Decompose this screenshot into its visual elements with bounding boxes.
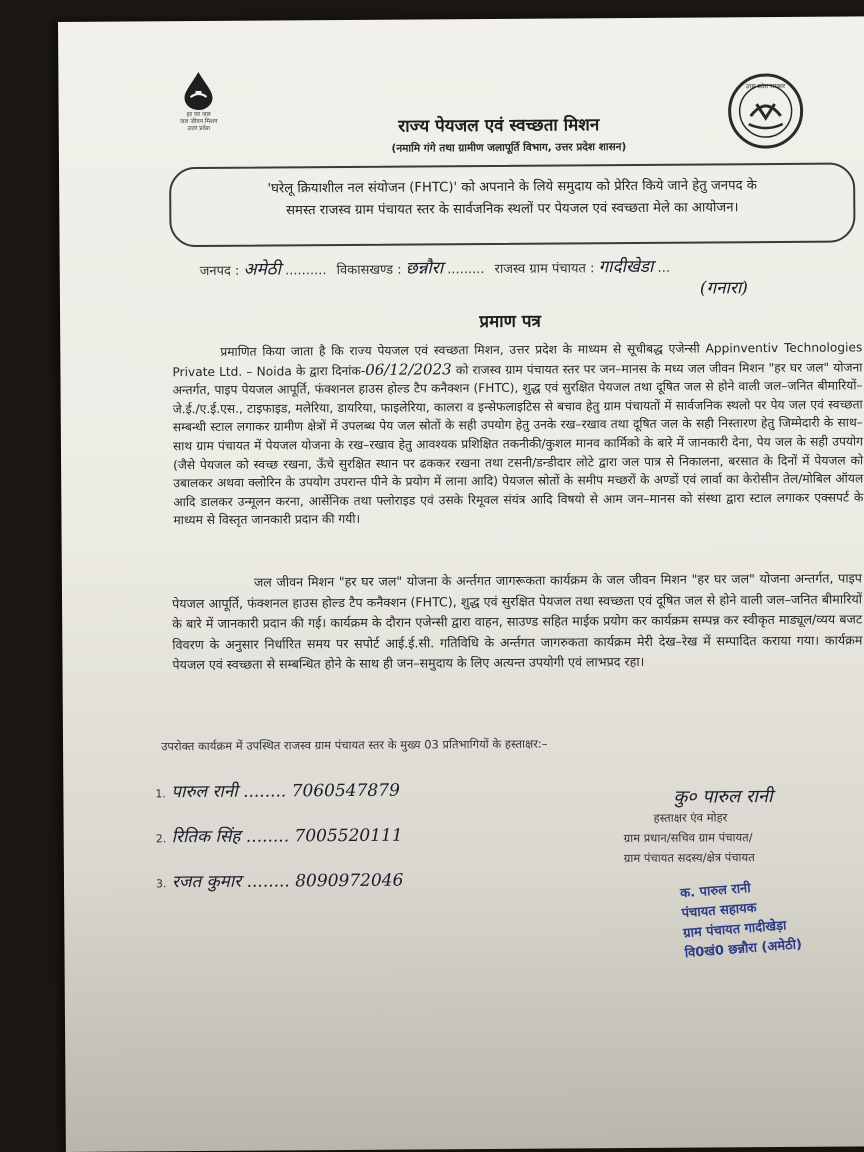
signatory-line-1: हस्ताक्षर एंव मोहर	[653, 810, 728, 825]
location-fields: जनपद : अमेठी .......... विकासखण्ड : छन्नौरा ......... राजस्व ग्राम पंचायत : गादीखेडा ...	[200, 252, 864, 280]
logo-text-2: जल जीवन मिशन	[179, 117, 218, 126]
up-government-emblem	[726, 72, 805, 155]
certificate-paper	[58, 16, 864, 1152]
signatory-line-3: ग्राम पंचायत सदस्य/क्षेत्र पंचायत	[623, 850, 755, 866]
banner-line-2: समस्त राजस्व ग्राम पंचायत स्तर के सार्वजनिक स्थलों पर पेयजल एवं स्वच्छता मेले का आयोजन।	[286, 200, 739, 219]
block-value: छन्नौरा	[405, 258, 444, 279]
participant-name: पारुल रानी	[171, 781, 238, 803]
logo-text-1: हर घर जल	[186, 110, 211, 119]
panchayat-value: गादीखेडा	[598, 256, 654, 278]
stamp-line-3: ग्राम पंचायत गादीखेड़ा	[682, 918, 787, 942]
participant-phone: 7005520111	[294, 825, 403, 847]
jal-jeevan-mission-logo	[163, 71, 233, 132]
stamp-line-1: क. पारुल रानी	[679, 880, 752, 902]
emblem-text: उत्तर प्रदेश सरकार	[745, 82, 786, 91]
participants-intro: उपरोक्त कार्यक्रम में उपस्थित राजस्व ग्राम पंचायत स्तर के मुख्य 03 प्रतिभागियों के हस्ताक्षर:–	[161, 736, 548, 754]
panchayat-label: राजस्व ग्राम पंचायत :	[494, 261, 595, 277]
participant-name: रितिक सिंह	[171, 826, 241, 848]
banner-line-1: 'घरेलू क्रियाशील नल संयोजन (FHTC)' को अपनाने के लिये समुदाय को प्रेरित किये जाने हेतु जनपद के	[267, 178, 757, 197]
signatory-line-2: ग्राम प्रधान/सचिव ग्राम पंचायत/	[623, 830, 753, 846]
panchayat-note: (गनारा)	[699, 278, 748, 299]
event-date: 06/12/2023	[365, 359, 452, 379]
participant-signature-2: 2. रितिक सिंह ........ 7005520111	[155, 825, 403, 848]
district-value: अमेठी	[243, 259, 282, 280]
participant-signature-3: 3. रजत कुमार ........ 8090972046	[155, 870, 404, 893]
para2-text: जल जीवन मिशन "हर घर जल" योजना के अर्न्तगत जागरूकता कार्यक्रम के जल जीवन मिशन "हर घर जल" योजना अन्तर्गत, पाइप पेयजल आपूर्ति, फंक्शनल हाउस होल्ड टैप कनैक्शन (FHTC), शुद्ध एवं सुरक्षित पेयजल तथा स्वच्छता एवं दूषित जल से होने वाली जल–जनित बीमारियों के बारे में जानकारी प्रदान की गई। कार्यक्रम के दौरान एजेन्सी द्वारा वाहन, साउण्ड सहित माईक प्रयोग कर कार्यक्रम सम्पन्न कर स्वीकृत माड्यूल/व्यय बजट विवरण के अनुसार निर्धारित समय पर सपोर्ट आई.ई.सी. गतिविधि के अर्न्तगत जागरुकता कार्यक्रम मेरी देख–रेख में सम्पादित कराया गया। कार्यक्रम पेयजल एवं स्वच्छता से सम्बन्धित होने के साथ ही जन–समुदाय के लिए अत्यन्त उपयोगी एवं लाभप्रद रहा।	[172, 570, 863, 673]
certificate-paragraph-2	[172, 568, 863, 675]
event-banner-box	[169, 162, 856, 247]
certificate-paragraph-1	[172, 338, 863, 530]
participant-signature-1: 1. पारुल रानी ........ 7060547879	[155, 780, 400, 803]
logo-text-3: उत्तर प्रदेश	[187, 124, 211, 133]
para1-pre: प्रमाणित किया जाता है कि राज्य पेयजल एवं स्वच्छता मिशन, उत्तर प्रदेश के माध्यम से सूचीबद्ध एजेन्सी Appinventiv Technologies Private Ltd. – Noida के द्वारा दिनांक-	[172, 340, 863, 379]
para1-post: को राजस्व ग्राम पंचायत स्तर पर जन–मानस के मध्य जल जीवन मिशन "हर घर जल" योजना अन्तर्गत, पाइप पेयजल आपूर्ति, फंक्शनल हाउस होल्ड टैप कनैक्शन (FHTC), शुद्ध एवं सुरक्षित पेयजल तथा दूषित जल से होने वाली जल–जनित बीमारियों–जे.ई./ए.ई.एस., टाइफाइड, मलेरिया, डायरिया, फाइलेरिया, कालरा व इन्सेफलाइटिस से बचाव हेतु ग्राम पंचायतों में सार्वजनिक स्थलो पर पेय जल एवं स्वच्छता सम्बन्धी स्टाल लगाकर ग्रामीण क्षेत्रों में उपलब्ध पेय जल स्रोतों के सही उपयोग हेतु उनके रख–रखाव तथा दूषित जल के सही निस्तारण हेतु जिम्मेदारी के साथ–साथ ग्राम पंचायत में पेयजल योजना के रख–रखाव हेतु आवश्यक प्रशिक्षित तकनीकी/कुशल मानव कार्मिको के बारे में जानकारी देना, पेय जल के सही उपयोग (जैसे पेयजल को स्वच्छ रखना, ऊँचे सुरक्षित स्थान पर ढककर रखना तथा टसनी/डन्डीदार लोटे द्वारा जल पात्र से निकालना, बरसात के दिनों में पेयजल को उबालकर अथवा क्लोरिन के उपयोग उपरान्त पीने के प्रयोग में लाना आदि) पेयजल स्रोतों के समीप मच्छरों के अण्डों एवं लार्वा का केरोसीन तेल/मोबिल ऑयल आदि डालकर उन्मूलन करना, आर्सेनिक तथा फ्लोराइड एवं उसके रिमूवल संयंत्र आदि विषयो से आम जन–मानस को संस्था द्वारा स्टाल लगाकर एक्सपर्ट के माध्यम से विस्तृत जानकारी प्रदान की गयी।	[172, 359, 864, 528]
district-label: जनपद :	[199, 263, 240, 280]
certificate-heading: प्रमाण पत्र	[479, 311, 541, 333]
page-title: राज्य पेयजल एवं स्वच्छता मिशन	[398, 115, 600, 137]
page-subtitle: (नमामि गंगे तथा ग्रामीण जलापूर्ति विभाग, उत्तर प्रदेश शासन)	[391, 141, 627, 155]
block-label: विकासखण्ड :	[336, 262, 402, 279]
signatory-signature: कु० पारुल रानी	[673, 786, 773, 808]
stamp-line-4: वि0खं0 छन्नौरा (अमेठी)	[684, 937, 803, 962]
participant-phone: 7060547879	[291, 780, 400, 802]
participant-phone: 8090972046	[295, 870, 404, 892]
signatory-block	[623, 786, 854, 868]
participant-name: रजत कुमार	[171, 871, 242, 893]
official-stamp	[679, 870, 864, 964]
water-drop-icon	[181, 71, 215, 111]
stamp-line-2: पंचायत सहायक	[681, 900, 758, 922]
